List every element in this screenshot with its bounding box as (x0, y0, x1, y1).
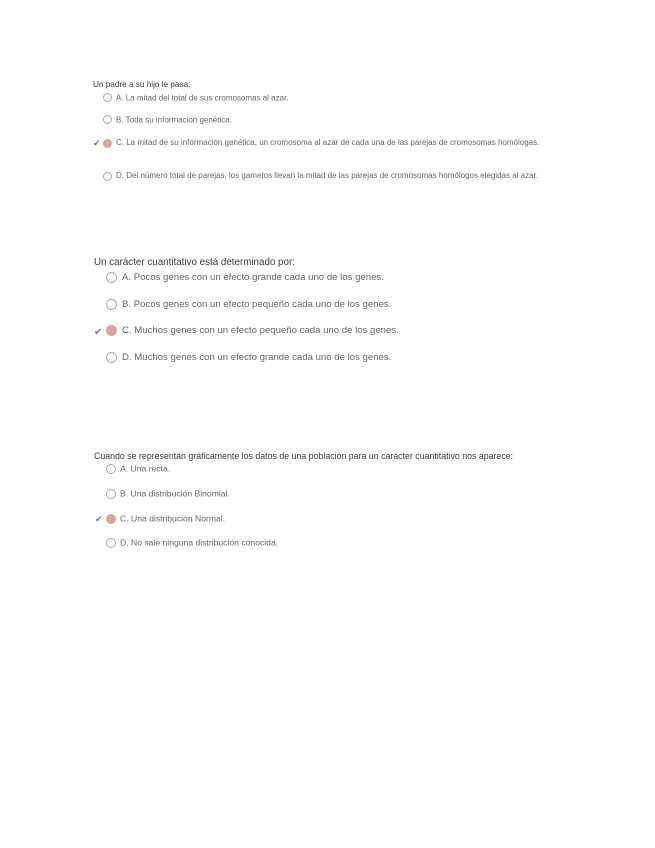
question-2-prompt: Un carácter cuantitativo está determinado por: (94, 257, 295, 268)
question-3-option-a[interactable] (106, 463, 170, 474)
question-2-option-b[interactable] (106, 299, 391, 310)
option-label: D. Muchos genes con un efecto grande cada uno de los genes. (122, 352, 392, 363)
radio-icon[interactable] (106, 352, 117, 363)
radio-icon[interactable] (106, 514, 116, 524)
check-icon: ✔ (95, 514, 103, 524)
option-label: C. Muchos genes con un efecto pequeño cada uno de los genes. (122, 325, 399, 336)
question-1-option-d[interactable] (103, 170, 555, 182)
radio-icon[interactable] (106, 538, 116, 548)
check-icon: ✔ (94, 327, 103, 338)
option-label: B. Toda su información genética. (116, 115, 232, 125)
radio-icon[interactable] (103, 139, 112, 148)
question-1-option-a[interactable] (103, 93, 289, 102)
question-3-option-c[interactable] (106, 513, 225, 524)
question-3-prompt: Cuando se representan gráficamente los datos de una población para un carácter cuantitativo nos aparece: (94, 451, 514, 461)
option-label: D. No sale ninguna distribución conocida. (120, 537, 279, 548)
question-3-option-b[interactable] (106, 488, 230, 499)
radio-icon[interactable] (103, 172, 112, 181)
option-label: B. Una distribución Binomial. (120, 488, 230, 499)
option-label: A. Una recta. (120, 463, 171, 474)
question-2-option-a[interactable] (106, 272, 384, 283)
radio-icon[interactable] (106, 325, 117, 336)
question-2-option-d[interactable] (106, 352, 391, 363)
option-label: A. La mitad del total de sus cromosomas al azar. (116, 93, 289, 103)
radio-icon[interactable] (106, 272, 117, 283)
radio-icon[interactable] (103, 93, 112, 102)
radio-icon[interactable] (106, 299, 117, 310)
radio-icon[interactable] (106, 489, 116, 499)
question-3-option-d[interactable] (106, 537, 278, 548)
radio-icon[interactable] (106, 464, 116, 474)
option-label: D. Del número total de parejas, los gametos llevan la mitad de las parejas de cromosomas homólogos elegidas al azar. (116, 171, 538, 180)
radio-icon[interactable] (103, 115, 112, 124)
question-1-option-c[interactable] (103, 137, 548, 149)
question-1-prompt: Un padre a su hijo le pasa: (93, 80, 191, 89)
option-label: A. Pocos genes con un efecto grande cada uno de los genes. (122, 272, 384, 283)
option-label: C. Una distribución Normal. (120, 513, 226, 524)
option-label: C. La mitad de su información genética, un cromosoma al azar de cada una de las parejas de cromosomas homólogas. (116, 138, 540, 147)
option-label: B. Pocos genes con un efecto pequeño cada uno de los genes. (122, 299, 392, 310)
question-1-option-b[interactable] (103, 115, 232, 124)
question-2-option-c[interactable] (106, 325, 399, 336)
check-icon: ✔ (93, 138, 101, 148)
